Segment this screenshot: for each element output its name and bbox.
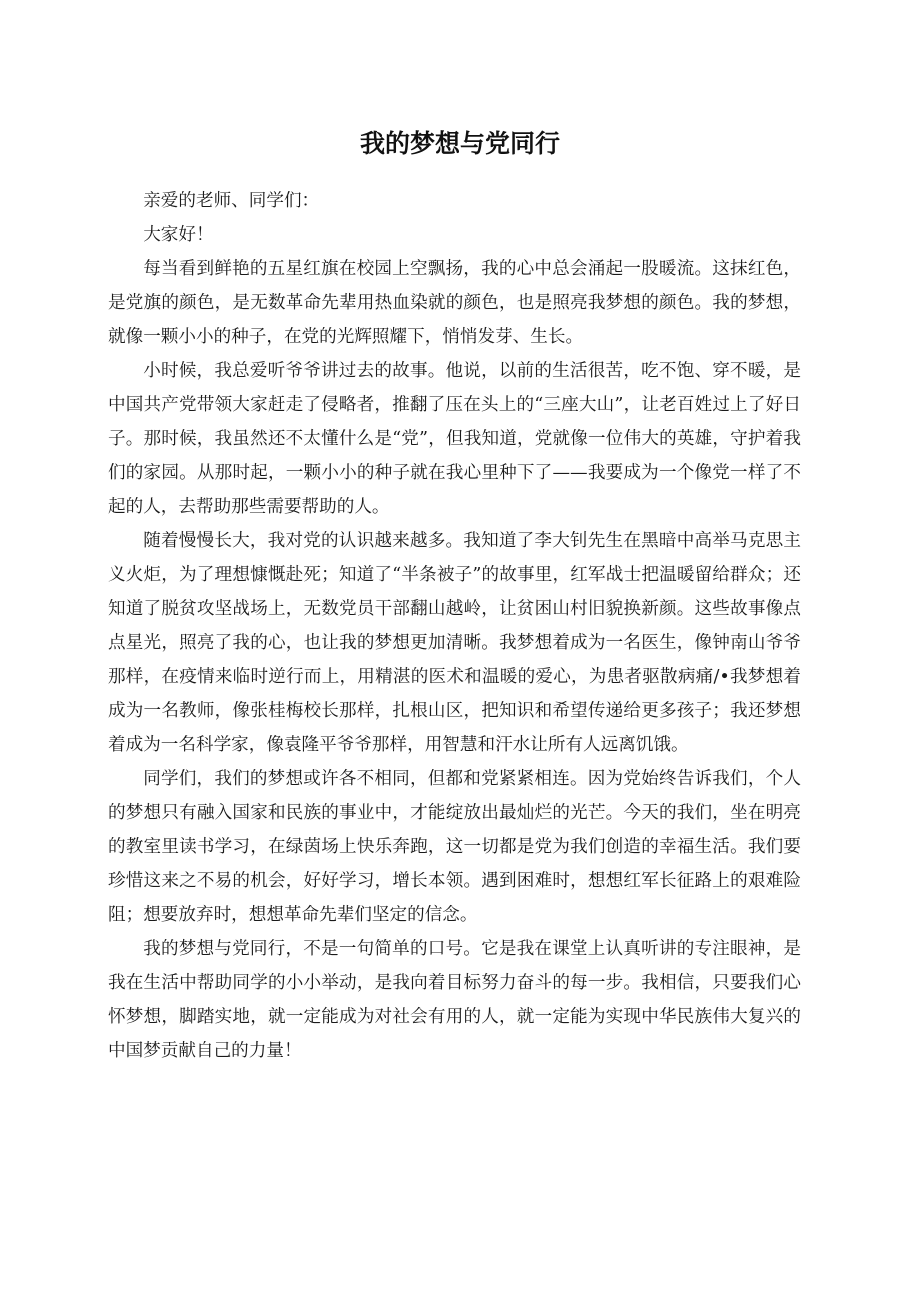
- greeting-line: 亲爱的老师、同学们：: [143, 191, 320, 211]
- document-title: 我的梦想与党同行: [359, 129, 560, 158]
- paragraph-2: 小时候，我总爱听爷爷讲过去的故事。他说，以前的生活很苦，吃不饱、穿不暖，是中国共产党带领大家赶走了侵略者，推翻了压在头上的“三座大山”，让老百姓过上了好日子。那时候，我虽然还不太懂什么是“党”，但我知道，党就像一位伟大的英雄，守护着我们的家园。从那时起，一颗小小的种子就在我心里种下了——我要成为一个像党一样了不起的人，去帮助那些需要帮助的人。: [108, 361, 801, 517]
- salutation-line: 大家好！: [143, 225, 214, 245]
- document-body: [108, 184, 801, 1068]
- paragraph-4: 同学们，我们的梦想或许各不相同，但都和党紧紧相连。因为党始终告诉我们，个人的梦想只有融入国家和民族的事业中，才能绽放出最灿烂的光芒。今天的我们，坐在明亮的教室里读书学习，在绿茵场上快乐奔跑，这一切都是党为我们创造的幸福生活。我们要珍惜这来之不易的机会，好好学习，增长本领。遇到困难时，想想红军长征路上的艰难险阻；想要放弃时，想想革命先辈们坚定的信念。: [108, 769, 801, 925]
- paragraph-3: 随着慢慢长大，我对党的认识越来越多。我知道了李大钊先生在黑暗中高举马克思主义火炬，为了理想慷慨赴死；知道了“半条被子”的故事里，红军战士把温暖留给群众；还知道了脱贫攻坚战场上，无数党员干部翻山越岭，让贫困山村旧貌换新颜。这些故事像点点星光，照亮了我的心，也让我的梦想更加清晰。我梦想着成为一名医生，像钟南山爷爷那样，在疫情来临时逆行而上，用精湛的医术和温暖的爱心，为患者驱散病痛/•我梦想着成为一名教师，像张桂梅校长那样，扎根山区，把知识和希望传递给更多孩子；我还梦想着成为一名科学家，像袁隆平爷爷那样，用智慧和汗水让所有人远离饥饿。: [108, 531, 801, 755]
- paragraph-5: 我的梦想与党同行，不是一句简单的口号。它是我在课堂上认真听讲的专注眼神，是我在生活中帮助同学的小小举动，是我向着目标努力奋斗的每一步。我相信，只要我们心怀梦想，脚踏实地，就一定能成为对社会有用的人，就一定能为实现中华民族伟大复兴的中国梦贡献自己的力量！: [108, 939, 801, 1061]
- paragraph-1: 每当看到鲜艳的五星红旗在校园上空飘扬，我的心中总会涌起一股暖流。这抹红色，是党旗的颜色，是无数革命先辈用热血染就的颜色，也是照亮我梦想的颜色。我的梦想，就像一颗小小的种子，在党的光辉照耀下，悄悄发芽、生长。: [108, 259, 801, 347]
